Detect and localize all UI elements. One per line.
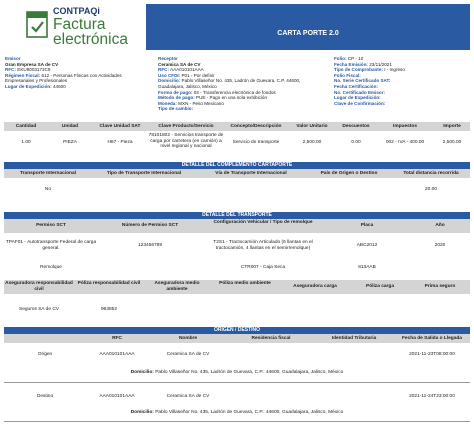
cell-aseguradora-civil: Seguros SA de CV xyxy=(19,307,59,312)
cell-importe: 2,500.00 xyxy=(442,140,462,145)
col-importe: Importe xyxy=(443,123,461,129)
serie-certificado-sat: No. Serie Certificado SAT: xyxy=(334,78,391,84)
destino-row xyxy=(4,393,470,401)
cell-origen-tipo: Origen xyxy=(37,352,53,357)
transporte-row-2 xyxy=(4,264,470,272)
col-cantidad: Cantidad xyxy=(15,123,37,129)
cell-destino-fecha: 2021-11-24T23:00:00 xyxy=(409,394,455,399)
col-placa: Placa xyxy=(360,223,374,228)
col-numero-permiso: Número de Permiso SCT xyxy=(121,223,179,228)
cell-permiso-sct: TPAF01 - Autotransporte Federal de carga general. xyxy=(5,240,97,251)
cell-clave-producto: 78101802 - Servicios transporte de carga por carretera (en camión) a nivel regional y nacional xyxy=(148,133,224,150)
cell-transporte-internacional: No xyxy=(44,187,52,192)
fecha-certificacion: Fecha Certificación: xyxy=(334,83,378,89)
col-nombre: Nombre xyxy=(178,335,198,341)
cell-remolque: Remolque xyxy=(40,265,62,270)
cell-placa: ABC2012 xyxy=(356,243,378,248)
divider xyxy=(4,382,470,383)
col-concepto: Concepto/Descripción xyxy=(230,123,282,129)
logo-brand: CONTPAQi xyxy=(53,6,100,16)
cell-origen-fecha: 2021-11-23T08:00:00 xyxy=(409,352,455,357)
receptor-uso: Uso CFDI: P01 - Por definir xyxy=(158,72,215,78)
receptor-tipo-cambio: Tipo de cambio: xyxy=(158,106,194,112)
col-valor-unitario: Valor Unitario xyxy=(296,123,328,129)
col-aseguradora-carga: Aseguradora carga xyxy=(293,284,337,289)
destino-domicilio-text: Domicilio: Pablo Villaseñor No. 435, Ladrón de Guevara, C.P.: 44600, Guadalajara, Jalisco, México xyxy=(130,410,344,415)
receptor-rfc: RFC: AAA010101AAA xyxy=(158,67,204,73)
cell-descuentos: 0.00 xyxy=(351,140,361,145)
col-permiso-sct: Permiso SCT xyxy=(36,223,66,228)
cell-destino-tipo: Destino xyxy=(36,394,54,399)
cell-remolque-placa: 813AAB xyxy=(358,265,376,270)
divider-bottom xyxy=(4,421,470,422)
origen-row xyxy=(4,351,470,359)
document-title: CARTA PORTE 2.0 xyxy=(277,30,339,37)
col-poliza-carga: Póliza carga xyxy=(366,284,394,289)
cell-concepto: Servicio de transporte xyxy=(232,140,280,145)
folio-block xyxy=(334,56,470,106)
transporte-header xyxy=(4,219,470,233)
title-bar xyxy=(146,4,470,50)
complemento-row xyxy=(4,186,470,194)
destino-domicilio xyxy=(4,410,470,417)
col-distancia: Total distancia recorrida xyxy=(403,170,459,176)
complemento-bar: DETALLE DEL COMPLEMENTO CARTAPORTE xyxy=(4,162,470,169)
col-tipo-transporte: Tipo de Transporte Internacional xyxy=(106,170,182,176)
cell-destino-nombre: Ceramica SA de CV xyxy=(166,394,210,399)
tipo-comprobante: Tipo de Comprobante: I - Ingreso xyxy=(334,67,405,73)
folio-fiscal: Folio Fiscal: xyxy=(334,72,361,78)
emisor-name: Gran Empresa SA de CV xyxy=(5,61,59,67)
folio: Folio: CP - 10 xyxy=(334,56,364,61)
emisor-regimen: Régimen Fiscal: 612 - Personas Físicas con Actividades Empresariales y Profesionales xyxy=(5,72,122,84)
col-clave-producto: Clave Producto/Servicio xyxy=(158,123,214,129)
col-aseguradora-civil: Aseguradora responsabilidad civil xyxy=(5,281,73,292)
conceptos-header xyxy=(4,122,470,131)
cell-poliza-civil: 963852 xyxy=(100,307,117,312)
cell-impuestos: 002 - IVA - 400.00 xyxy=(385,140,425,145)
receptor-moneda: Moneda: MXN - Peso Mexicano xyxy=(158,100,224,106)
receptor-label: Receptor xyxy=(158,56,178,61)
col-configuracion: Configuración Vehicular / Tipo de remolque xyxy=(213,220,313,225)
emisor-label: Emisor xyxy=(5,56,21,61)
clave-confirmacion: Clave de Confirmación: xyxy=(334,100,386,106)
logo-text: Factura electrónica xyxy=(53,16,128,48)
origen-bar: ORIGEN / DESTINO xyxy=(4,327,470,334)
emisor-block xyxy=(5,56,145,90)
cell-configuracion: T2S1 - Tractocamión Articulado (6 llantas en el tractocamión, 4 llantas en el semirremolque) xyxy=(213,240,313,251)
cell-cantidad: 1.00 xyxy=(21,140,31,145)
origen-domicilio-text: Domicilio: Pablo Villaseñor No. 435, Ladrón de Guevara, C.P.: 44600, Guadalajara, Jalisco, México xyxy=(130,370,344,375)
receptor-block xyxy=(158,56,318,112)
col-rfc: RFC xyxy=(112,335,122,341)
fecha-emision: Fecha Emisión: 23/11/2021 xyxy=(334,61,392,67)
origen-domicilio xyxy=(4,370,470,377)
col-transporte-internacional: Transporte Internacional xyxy=(20,170,76,176)
col-unidad: Unidad xyxy=(61,123,79,129)
cell-origen-nombre: Ceramica SA de CV xyxy=(166,352,210,357)
col-anio: Año xyxy=(435,223,445,228)
lugar-expedicion: Lugar de Expedición: xyxy=(334,95,381,101)
cell-destino-rfc: AAA010101AAA xyxy=(99,394,135,399)
col-prima-seguro: Prima seguro xyxy=(424,284,456,289)
receptor-domicilio: Domicilio: Pablo Villaseñor No. 435, Ladrón de Guevara, C.P. 44600, Guadalajara, Jalisco, México xyxy=(158,78,301,89)
receptor-metodo: Método de pago: PUE - Pago en una sola exhibición xyxy=(158,95,268,101)
col-impuestos: Impuestos xyxy=(393,123,417,129)
cell-origen-rfc: AAA010101AAA xyxy=(99,352,135,357)
receptor-forma: Forma de pago: 03 - Transferencia electrónica de fondos xyxy=(158,89,276,95)
emisor-lugar: Lugar de Expedición: 44600 xyxy=(5,83,66,89)
col-clave-unidad: Clave Unidad SAT xyxy=(99,123,141,129)
contpaqi-logo xyxy=(5,4,145,48)
cell-valor-unitario: 2,500.00 xyxy=(302,140,322,145)
conceptos-row xyxy=(4,132,470,160)
emisor-rfc: RFC: EKU9003173C9 xyxy=(5,67,51,73)
receptor-name: Ceramica SA de CV xyxy=(158,61,201,67)
seguros-header xyxy=(4,280,470,294)
col-residencia: Residencia fiscal xyxy=(251,335,291,341)
col-fecha: Fecha de Salida o Llegada xyxy=(402,335,462,341)
transporte-bar: DETALLE DEL TRANSPORTE xyxy=(4,212,470,219)
document-check-icon xyxy=(25,10,51,40)
cell-numero-permiso: 123456789 xyxy=(137,243,162,248)
origen-header xyxy=(4,334,470,343)
col-identidad: Identidad Tributaria xyxy=(331,335,377,341)
transporte-row-1 xyxy=(4,238,470,258)
cell-anio: 2020 xyxy=(434,243,446,248)
certificado-emisor: No. Certificado Emisor: xyxy=(334,89,386,95)
col-poliza-ambiente: Póliza medio ambiente xyxy=(219,281,271,286)
cell-clave-unidad: H87 - Pieza xyxy=(107,140,133,145)
col-poliza-civil: Póliza responsabilidad civil xyxy=(77,281,141,286)
cell-remolque-tipo: CTR007 - Caja Seca xyxy=(240,265,286,270)
col-descuentos: Descuentos xyxy=(342,123,370,129)
col-aseguradora-ambiente: Aseguradora medio ambiente xyxy=(154,281,200,292)
col-via-transporte: Vía de Transporte Internacional xyxy=(215,170,287,176)
cell-distancia: 20.00 xyxy=(424,187,437,192)
col-pais: País de Origen o Destino xyxy=(320,170,378,176)
cell-unidad: PIEZA xyxy=(63,140,77,145)
complemento-header xyxy=(4,169,470,178)
seguros-row xyxy=(4,306,470,314)
